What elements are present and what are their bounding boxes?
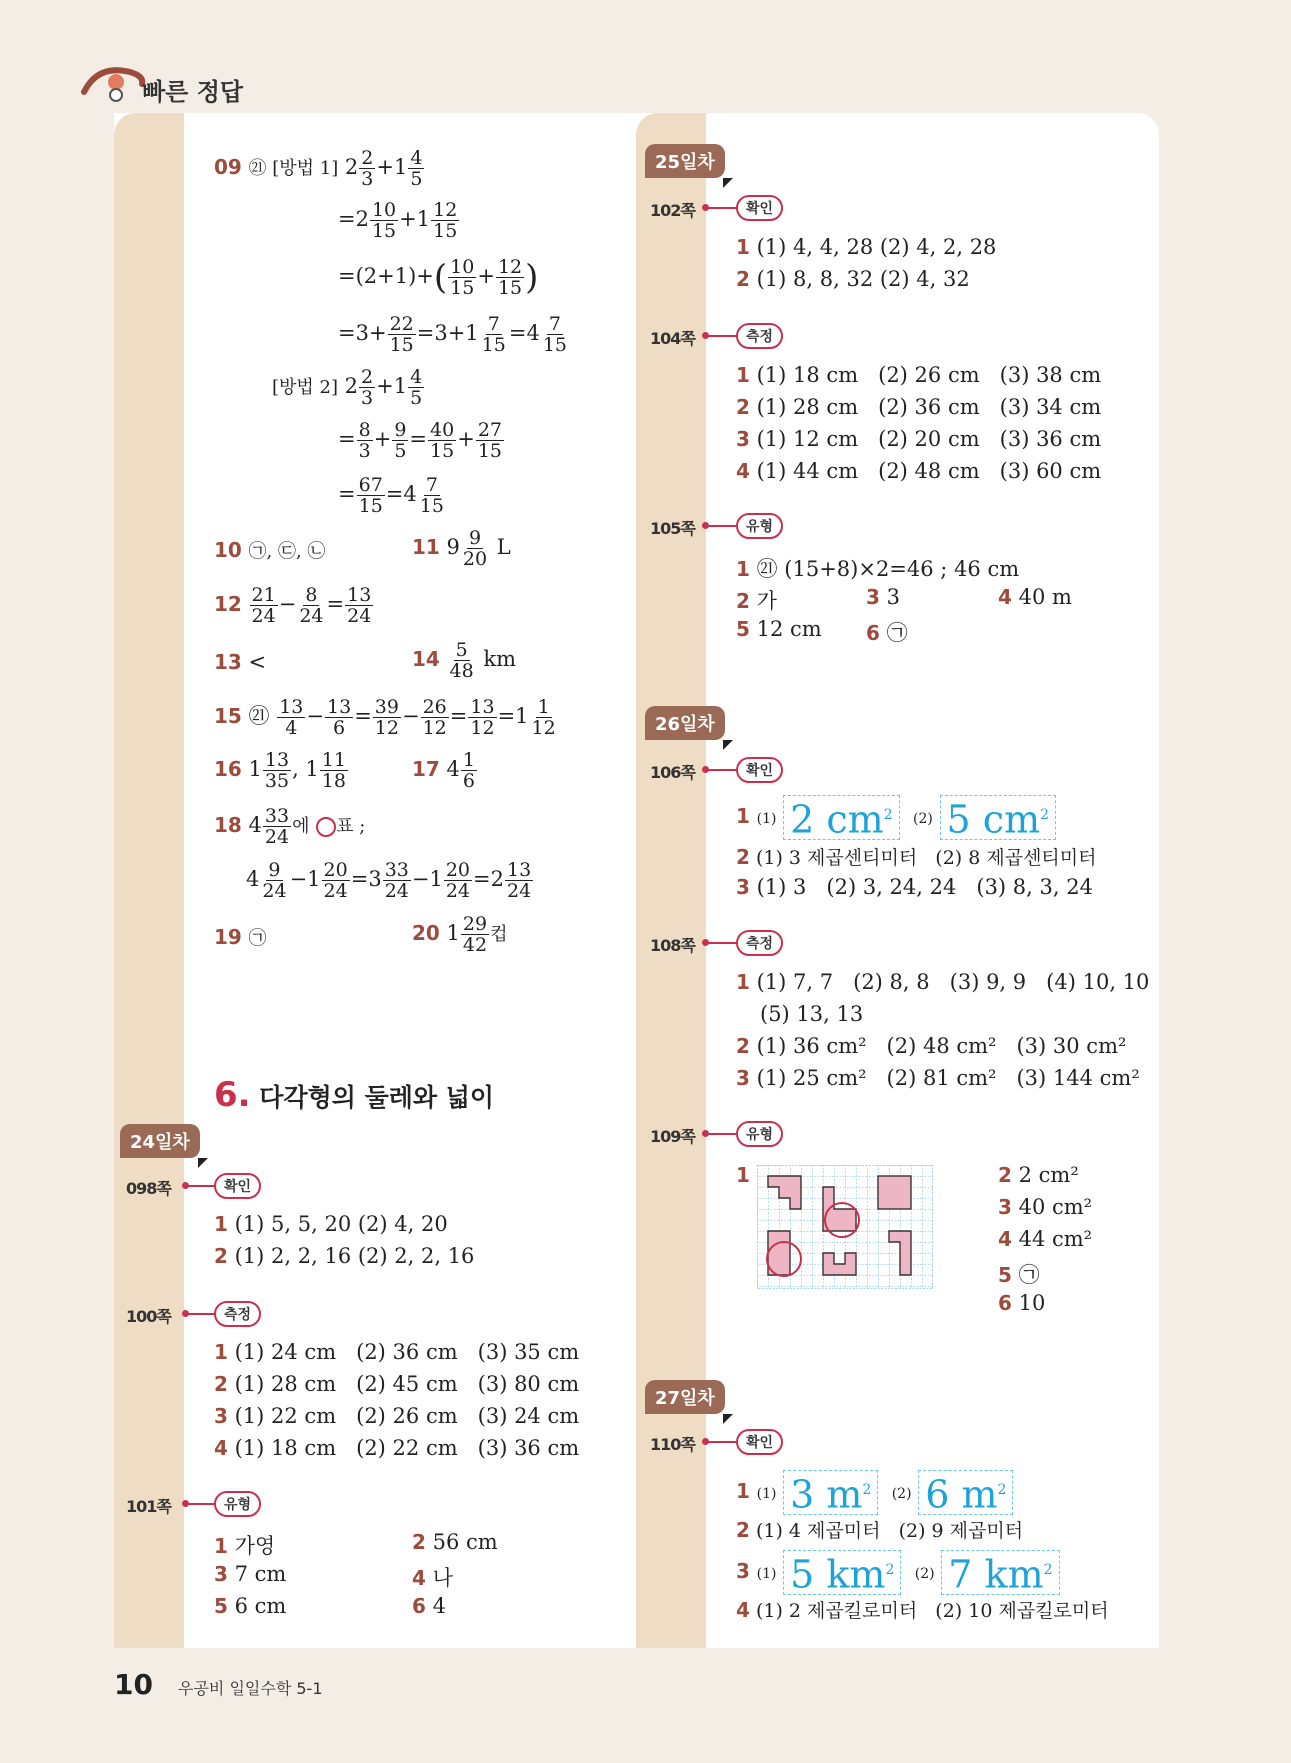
- answer-text: (1) 12 cm (2) 20 cm (3) 36 cm: [756, 427, 1102, 451]
- tag-dot: [702, 766, 709, 773]
- answer-text: (1) 7, 7 (2) 8, 8 (3) 9, 9 (4) 10, 10: [756, 970, 1150, 994]
- day-badge-26: 26일차: [645, 706, 725, 740]
- circle-mark-icon: [316, 817, 336, 837]
- answer-number: 14: [412, 647, 440, 671]
- answer-number: 1: [214, 1340, 228, 1364]
- tag-connector: [706, 1441, 738, 1443]
- answer-number: 3: [214, 1404, 228, 1428]
- answer-text: 4: [432, 1594, 446, 1618]
- answer-row: [736, 875, 1093, 899]
- answer-row: 1 (1) 2 $cm^2$ (2) 5 $cm^2$: [736, 795, 1056, 840]
- big-answer: 3 $m^2$: [783, 1470, 878, 1515]
- answer-10: [214, 537, 325, 563]
- answer-19: [214, 924, 267, 950]
- tag-connector: [706, 207, 738, 209]
- answer-number: 4: [736, 1598, 750, 1622]
- page-number: 10: [114, 1668, 153, 1701]
- answer-09: 09 ㉑ [방법 1] 2 $\frac{2}{3}$ +1 $\frac{4}{5}$: [214, 147, 423, 190]
- answer-text: 6 m: [925, 1472, 998, 1517]
- day-badge-25: 25일차: [645, 144, 725, 178]
- answer-row: 3 (1) 5 $km^2$ (2) 7 $km^2$: [736, 1550, 1060, 1595]
- answer-text: 7 cm: [234, 1562, 287, 1586]
- answer-row: [736, 459, 1101, 483]
- big-answer: 6 $m^2$: [918, 1470, 1013, 1515]
- answer-text: 12 cm: [756, 617, 822, 641]
- tag-dot: [702, 1438, 709, 1445]
- answer-text: (1) 25 cm² (2) 81 cm² (3) 144 cm²: [756, 1066, 1140, 1090]
- answer-number: 10: [214, 538, 242, 562]
- answer-text: 나: [432, 1566, 453, 1590]
- answer-18-step: 4 $\frac{9}{24}$ −1 $\frac{20}{24}$ =3 $\frac{33}{24}$ −1 $\frac{20}{24}$ =2 $\frac{13}{24}$: [246, 859, 532, 902]
- answer-row: [736, 553, 1019, 583]
- tag-connector: [706, 942, 738, 944]
- answer-row: [998, 1195, 1092, 1219]
- answer-number: 3: [998, 1195, 1012, 1219]
- answer-text: (1) 24 cm (2) 36 cm (3) 35 cm: [234, 1340, 580, 1364]
- answer-row: [998, 1227, 1092, 1251]
- answer-row: [736, 1516, 1023, 1543]
- answer-number: 18: [214, 813, 242, 837]
- tag-connector: [706, 525, 738, 527]
- answer-number: 2: [214, 1244, 228, 1268]
- answer-text: 2 cm: [790, 797, 884, 842]
- answer-text: (1) 28 cm (2) 45 cm (3) 80 cm: [234, 1372, 580, 1396]
- answer-11: 11 9 $\frac{9}{20}$ L: [412, 527, 511, 570]
- answer-text: 6 cm: [234, 1594, 287, 1618]
- chapter-title: [214, 1075, 494, 1115]
- answer-row: [412, 1594, 446, 1618]
- answer-text: 3: [886, 585, 900, 609]
- answer-number: 3: [736, 427, 750, 451]
- answer-text: (1) 44 cm (2) 48 cm (3) 60 cm: [756, 459, 1102, 483]
- big-answer: 2 $cm^2$: [783, 795, 900, 840]
- tag-type: 유형: [214, 1491, 261, 1517]
- answer-number: 2: [412, 1530, 426, 1554]
- answer-row: [736, 1034, 1126, 1058]
- answer-text: <: [248, 650, 267, 674]
- answer-number: 4: [998, 1227, 1012, 1251]
- answer-number: 5: [998, 1263, 1012, 1287]
- big-answer: 7 $km^2$: [941, 1550, 1059, 1595]
- page-ref-098: 098쪽: [126, 1179, 171, 1198]
- answer-row: [736, 970, 1149, 994]
- answer-number: 3: [736, 1066, 750, 1090]
- answer-text: (1) 8, 8, 32 (2) 4, 32: [756, 267, 970, 291]
- answer-number: 4: [412, 1566, 426, 1590]
- answer-number: 1: [736, 970, 750, 994]
- answer-20: 20 1 $\frac{29}{42}$ 컵: [412, 913, 508, 956]
- answer-text: 7 km: [948, 1552, 1044, 1597]
- tag-check: 확인: [736, 195, 783, 221]
- answer-text: (1) 28 cm (2) 36 cm (3) 34 cm: [756, 395, 1102, 419]
- answer-13: [214, 650, 266, 674]
- answer-number: 1: [736, 803, 750, 828]
- answer-text: (1) 36 cm² (2) 48 cm² (3) 30 cm²: [756, 1034, 1127, 1058]
- page-ref-108: 108쪽: [650, 936, 695, 955]
- answer-number: 15: [214, 704, 242, 728]
- tag-dot: [182, 1310, 189, 1317]
- answer-text: 에: [292, 816, 310, 837]
- chapter-name: 다각형의 둘레와 넓이: [259, 1083, 495, 1112]
- answer-row: [736, 427, 1101, 451]
- answer-number: 1: [214, 1534, 228, 1558]
- answer-row: [736, 235, 996, 259]
- tag-connector: [186, 1503, 216, 1505]
- answer-text: ㉠, ㉢, ㉡: [248, 541, 326, 562]
- answer-row: [736, 585, 777, 615]
- answer-number: 1: [736, 557, 750, 581]
- answer-number: 1: [736, 235, 750, 259]
- answer-number: 16: [214, 757, 242, 781]
- answer-text: 표 ;: [336, 816, 366, 837]
- day-badge-24: 24일차: [120, 1124, 200, 1158]
- answer-text: ㉠: [886, 621, 908, 645]
- answer-row: [214, 1562, 286, 1586]
- answer-12: 12 $\frac{21}{24}$ − $\frac{8}{24}$ = $\frac{13}{24}$: [214, 584, 372, 627]
- answer-18: 18 4 $\frac{33}{24}$ 에 표 ;: [214, 805, 366, 848]
- answer-number: 6: [866, 621, 880, 645]
- method-label: [방법 2]: [272, 377, 338, 398]
- left-strip: [114, 113, 184, 1648]
- answer-number: 3: [866, 585, 880, 609]
- answer-prefix: ㉑ [방법 1]: [248, 158, 339, 179]
- answer-row: [412, 1530, 498, 1554]
- answer-row: [998, 585, 1072, 609]
- answer-text: ㉠: [248, 928, 267, 949]
- answer-text: 2 cm²: [1018, 1163, 1079, 1187]
- page-ref-105: 105쪽: [650, 519, 695, 538]
- answer-text: 44 cm²: [1018, 1227, 1093, 1251]
- answer-text: (1) 18 cm (2) 26 cm (3) 38 cm: [756, 363, 1102, 387]
- answer-number: 11: [412, 535, 440, 559]
- answer-row: [736, 617, 822, 641]
- answer-text: 3 m: [790, 1472, 863, 1517]
- answer-text: (1) 2, 2, 16 (2) 2, 2, 16: [234, 1244, 475, 1268]
- answer-number: 5: [214, 1594, 228, 1618]
- answer-number: 1: [736, 1163, 750, 1187]
- answer-row: [760, 1002, 863, 1026]
- answer-text: (1) 2 제곱킬로미터 (2) 10 제곱킬로미터: [755, 1600, 1109, 1622]
- answer-text: (1) 4, 4, 28 (2) 4, 2, 28: [756, 235, 997, 259]
- tag-dot: [182, 1500, 189, 1507]
- answer-number: 2: [736, 845, 750, 869]
- answer-text: ㉑ (15+8)×2=46 ; 46 cm: [756, 557, 1020, 581]
- tag-dot: [182, 1182, 189, 1189]
- answer-row: [214, 1212, 448, 1236]
- answer-14: 14 $\frac{5}{48}$ km: [412, 639, 517, 682]
- page-ref-106: 106쪽: [650, 763, 695, 782]
- answer-number: 2: [736, 267, 750, 291]
- answer-text: (1) 5, 5, 20 (2) 4, 20: [234, 1212, 448, 1236]
- answer-unit: km: [483, 647, 517, 671]
- answer-number: 2: [736, 1518, 750, 1542]
- answer-row: [736, 1066, 1140, 1090]
- chapter-number: 6.: [214, 1075, 251, 1115]
- answer-text: (1) 4 제곱미터 (2) 9 제곱미터: [755, 1520, 1024, 1542]
- answer-16: 16 1 $\frac{13}{35}$ , 1 $\frac{11}{18}$: [214, 749, 346, 792]
- answer-number: 3: [736, 1558, 750, 1583]
- answer-text: 10: [1018, 1291, 1046, 1315]
- answer-text: 40 cm²: [1018, 1195, 1093, 1219]
- answer-number: 4: [998, 585, 1012, 609]
- answer-text: (5) 13, 13: [760, 1002, 864, 1026]
- tag-check: 확인: [736, 1429, 783, 1455]
- big-answer: 5 $cm^2$: [940, 795, 1057, 840]
- answer-number: 2: [214, 1372, 228, 1396]
- answer-row: [998, 1259, 1040, 1289]
- answer-row: [214, 1340, 579, 1364]
- answer-row: [412, 1562, 453, 1592]
- tag-dot: [702, 204, 709, 211]
- answer-text: 가영: [234, 1534, 276, 1558]
- answer-row: [736, 843, 1097, 870]
- answer-17: 17 4 $\frac{1}{6}$: [412, 749, 475, 792]
- answer-text: 가: [756, 589, 777, 613]
- answer-text: 5 km: [790, 1552, 886, 1597]
- answer-unit: L: [496, 535, 511, 559]
- answer-text: (1) 3 (2) 3, 24, 24 (3) 8, 3, 24: [756, 875, 1093, 899]
- big-answer: 5 $km^2$: [783, 1550, 901, 1595]
- header-title: 빠른 정답: [142, 78, 244, 106]
- answer-text: (1) 18 cm (2) 22 cm (3) 36 cm: [234, 1436, 580, 1460]
- answer-number: 2: [736, 395, 750, 419]
- answer-row: [214, 1530, 275, 1560]
- answer-number: 4: [214, 1436, 228, 1460]
- answer-number: 2: [736, 589, 750, 613]
- answer-text: (1) 22 cm (2) 26 cm (3) 24 cm: [234, 1404, 580, 1428]
- page-ref-102: 102쪽: [650, 201, 695, 220]
- answer-number: 13: [214, 650, 242, 674]
- answer-09-step: = $\frac{8}{3}$ + $\frac{9}{5}$ = $\frac{40}{15}$ + $\frac{27}{15}$: [338, 419, 502, 462]
- tag-connector: [186, 1185, 216, 1187]
- day-badge-27: 27일차: [645, 1380, 725, 1414]
- answer-number: 6: [412, 1594, 426, 1618]
- tag-connector: [186, 1313, 216, 1315]
- answer-row: [214, 1244, 474, 1268]
- tag-connector: [706, 335, 738, 337]
- answer-number: 1: [214, 1212, 228, 1236]
- header-logo-icon: [80, 58, 150, 108]
- answer-row: [736, 1596, 1109, 1623]
- tag-measure: 측정: [214, 1301, 261, 1327]
- answer-number: 17: [412, 757, 440, 781]
- grid-figure: [757, 1165, 933, 1289]
- tag-connector: [706, 1133, 738, 1135]
- answer-number: 4: [736, 459, 750, 483]
- page-ref-109: 109쪽: [650, 1127, 695, 1146]
- answer-text: (1) 3 제곱센티미터 (2) 8 제곱센티미터: [755, 847, 1097, 869]
- answer-unit: 컵: [490, 924, 508, 945]
- tag-dot: [702, 939, 709, 946]
- answer-number: 3: [214, 1562, 228, 1586]
- answer-number: 5: [736, 617, 750, 641]
- tag-measure: 측정: [736, 323, 783, 349]
- answer-number: 2: [998, 1163, 1012, 1187]
- answer-row: [736, 395, 1101, 419]
- tag-connector: [706, 769, 738, 771]
- answer-number: 6: [998, 1291, 1012, 1315]
- answer-number: 12: [214, 592, 242, 616]
- answer-number: 09: [214, 155, 242, 179]
- answer-number: 19: [214, 925, 242, 949]
- answer-row: [214, 1404, 579, 1428]
- answer-09-step: =(2+1)+( $\frac{10}{15}$ + $\frac{12}{15}$ ): [338, 256, 539, 299]
- page-ref-100: 100쪽: [126, 1307, 171, 1326]
- page-ref-104: 104쪽: [650, 329, 695, 348]
- answer-row: [736, 267, 970, 291]
- answer-row: [736, 1163, 750, 1187]
- tag-type: 유형: [736, 513, 783, 539]
- answer-row: [736, 363, 1101, 387]
- answer-row: [998, 1291, 1045, 1315]
- answer-15: 15 ㉑ $\frac{13}{4}$ − $\frac{13}{6}$ = $\frac{39}{12}$ − $\frac{26}{12}$ = $\frac{13}{12}$ =1 $\frac{1}{12}$: [214, 696, 556, 739]
- tag-dot: [702, 1130, 709, 1137]
- answer-row: 1 (1) 3 $m^2$ (2) 6 $m^2$: [736, 1470, 1013, 1515]
- answer-row: [214, 1436, 579, 1460]
- tag-type: 유형: [736, 1121, 783, 1147]
- answer-number: 3: [736, 875, 750, 899]
- book-title: 우공비 일일수학 5-1: [178, 1679, 323, 1698]
- answer-text: 40 m: [1018, 585, 1072, 609]
- answer-text: 56 cm: [432, 1530, 498, 1554]
- page-ref-101: 101쪽: [126, 1497, 171, 1516]
- answer-09-step: =3+ $\frac{22}{15}$ =3+1 $\frac{7}{15}$ =4 $\frac{7}{15}$: [338, 313, 568, 356]
- answer-number: 2: [736, 1034, 750, 1058]
- tag-measure: 측정: [736, 930, 783, 956]
- answer-number: 20: [412, 921, 440, 945]
- page-ref-110: 110쪽: [650, 1435, 695, 1454]
- answer-row: [214, 1372, 579, 1396]
- answer-09-step: = $\frac{67}{15}$ =4 $\frac{7}{15}$: [338, 474, 444, 517]
- tag-check: 확인: [736, 757, 783, 783]
- answer-number: 1: [736, 363, 750, 387]
- answer-row: [866, 617, 908, 647]
- tag-check: 확인: [214, 1173, 261, 1199]
- answer-09-method2: [방법 2] 2 $\frac{2}{3}$ +1 $\frac{4}{5}$: [272, 366, 423, 409]
- answer-text: ㉠: [1018, 1263, 1040, 1287]
- tag-dot: [702, 332, 709, 339]
- tag-dot: [702, 522, 709, 529]
- answer-row: [866, 585, 900, 609]
- answer-09-step: =2 $\frac{10}{15}$ +1 $\frac{12}{15}$: [338, 199, 458, 242]
- answer-number: 1: [736, 1478, 750, 1503]
- answer-row: [214, 1594, 286, 1618]
- answer-text: 5 cm: [946, 797, 1041, 842]
- answer-row: [998, 1163, 1079, 1187]
- page-header: [80, 58, 320, 108]
